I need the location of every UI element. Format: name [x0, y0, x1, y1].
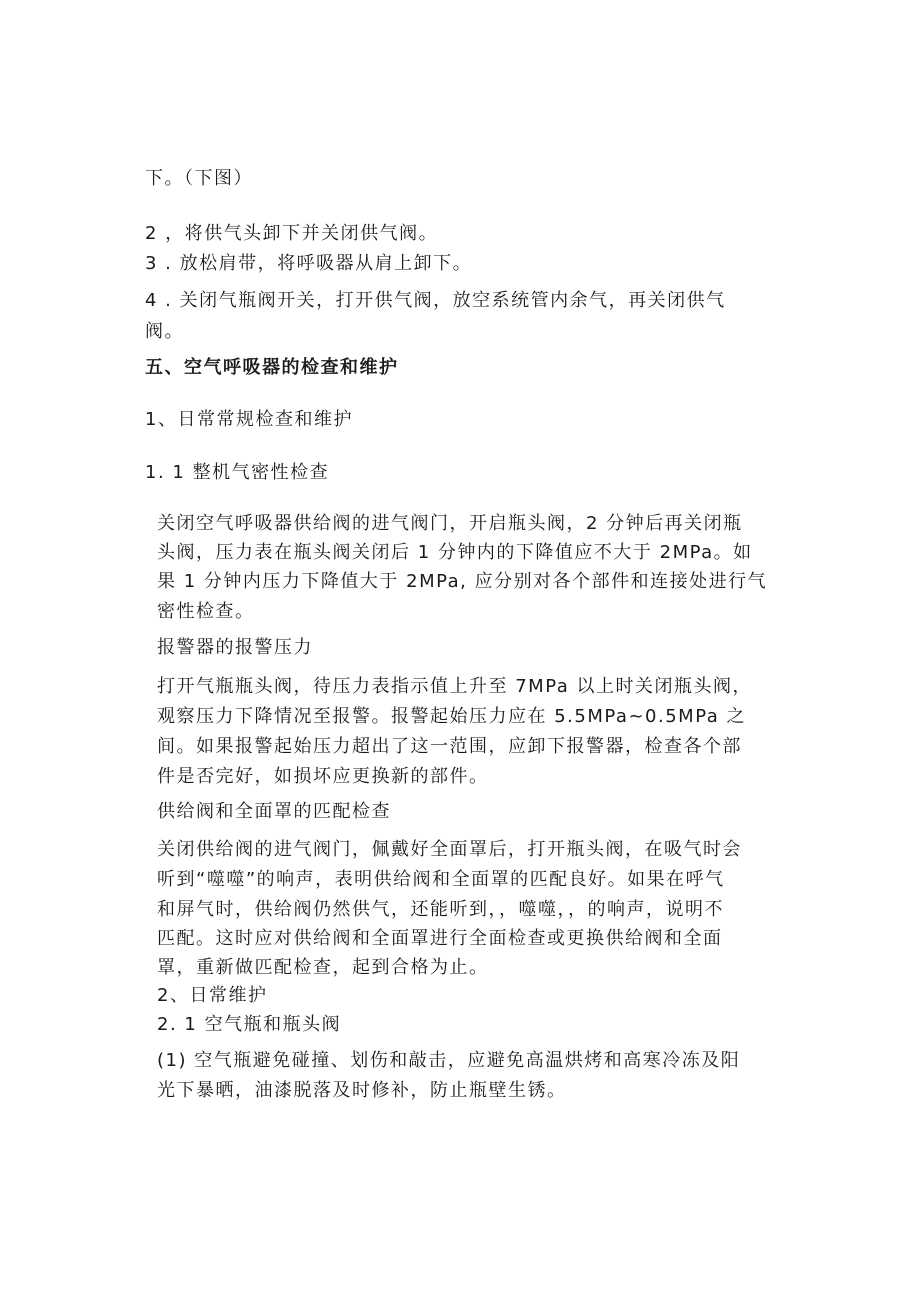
subsection-2-1-heading: 2. 1 空气瓶和瓶头阀 [157, 1014, 342, 1035]
alarm-pressure-heading: 报警器的报警压力 [157, 637, 313, 658]
subsection-1-1-heading: 1. 1 整机气密性检查 [145, 462, 330, 483]
subsection-1-heading: 1、日常常规检查和维护 [145, 409, 353, 430]
section-5-heading: 五、空气呼吸器的检查和维护 [145, 357, 399, 378]
paragraph-3-line-5: 罩，重新做匹配检查，起到合格为止。 [157, 957, 489, 978]
paragraph-3-line-2: 听到“噬噬”的响声，表明供给阀和全面罩的匹配良好。如果在呼气 [157, 869, 725, 890]
paragraph-1-line-4: 密性检查。 [157, 601, 255, 622]
paragraph-3-line-1: 关闭供给阀的进气阀门，佩戴好全面罩后，打开瓶头阀，在吸气时会 [157, 839, 742, 860]
paragraph-1-line-1: 关闭空气呼吸器供给阀的进气阀门，开启瓶头阀，2 分钟后再关闭瓶 [157, 513, 743, 534]
paragraph-3-line-4: 匹配。这时应对供给阀和全面罩进行全面检查或更换供给阀和全面 [157, 928, 723, 949]
paragraph-2-line-2: 观察压力下降情况至报警。报警起始压力应在 5.5MPa~0.5MPa 之 [157, 706, 746, 727]
step-2-text: 2 ，将供气头卸下并关闭供气阀。 [145, 223, 439, 244]
paragraph-1-line-2: 头阀，压力表在瓶头阀关闭后 1 分钟内的下降值应不大于 2MPa。如 [157, 542, 753, 563]
paragraph-4-line-1: (1) 空气瓶避免碰撞、划伤和敲击，应避免高温烘烤和高寒冷冻及阳 [157, 1050, 741, 1071]
paragraph-2-line-4: 件是否完好，如损坏应更换新的部件。 [157, 766, 489, 787]
paragraph-1-line-3: 果 1 分钟内压力下降值大于 2MPa, 应分别对各个部件和连接处进行气 [157, 571, 768, 592]
step-4-line-2: 阀。 [145, 321, 184, 342]
paragraph-2-line-1: 打开气瓶瓶头阀，待压力表指示值上升至 7MPa 以上时关闭瓶头阀， [157, 676, 752, 697]
paragraph-2-line-3: 间。如果报警起始压力超出了这一范围，应卸下报警器，检查各个部 [157, 736, 742, 757]
subsection-2-heading: 2、日常维护 [157, 985, 268, 1006]
continued-text: 下。（下图） [145, 168, 253, 189]
step-3-text: 3 . 放松肩带，将呼吸器从肩上卸下。 [145, 253, 473, 274]
paragraph-4-line-2: 光下暴晒，油漆脱落及时修补，防止瓶壁生锈。 [157, 1080, 567, 1101]
step-4-line-1: 4 . 关闭气瓶阀开关，打开供气阀，放空系统管内余气，再关闭供气 [145, 290, 726, 311]
paragraph-3-line-3: 和屏气时，供给阀仍然供气，还能听到，，噬噬，，的响声，说明不 [157, 899, 724, 920]
match-check-heading: 供给阀和全面罩的匹配检查 [157, 801, 391, 822]
